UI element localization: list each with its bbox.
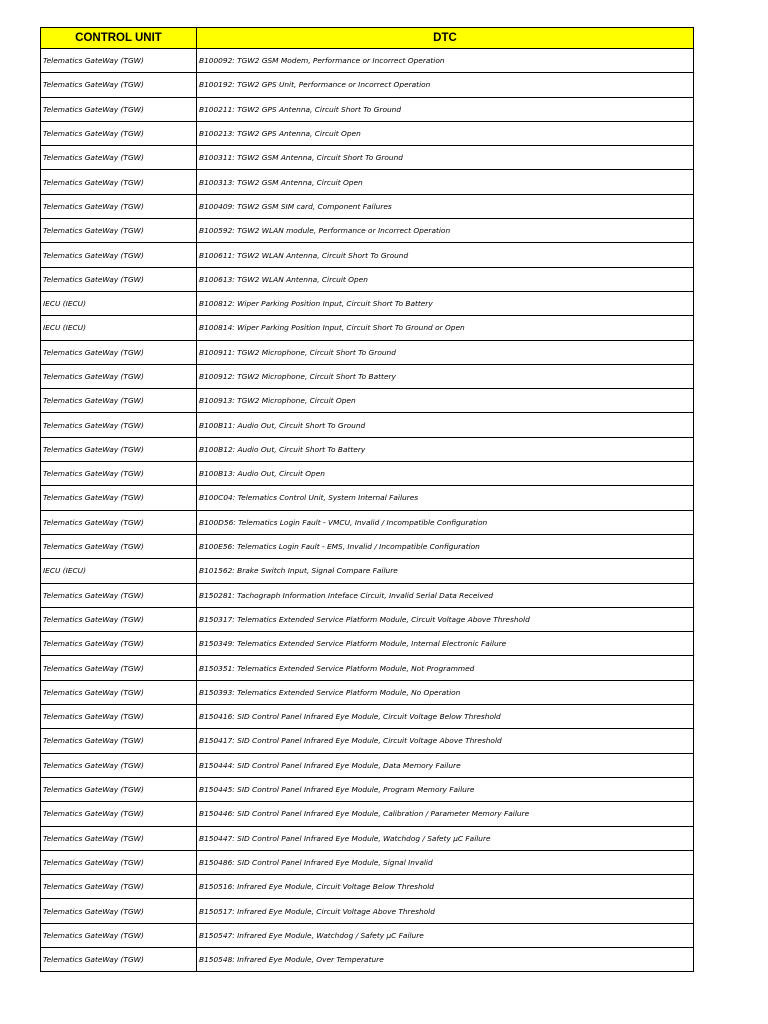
control-unit-cell: Telematics GateWay (TGW) — [41, 534, 197, 558]
dtc-cell: B100B12: Audio Out, Circuit Short To Battery — [197, 437, 694, 461]
table-body — [41, 49, 694, 972]
table-row — [41, 389, 694, 413]
dtc-cell: B150349: Telematics Extended Service Platform Module, Internal Electronic Failure — [197, 632, 694, 656]
control-unit-cell: Telematics GateWay (TGW) — [41, 486, 197, 510]
dtc-cell: B100409: TGW2 GSM SIM card, Component Failures — [197, 194, 694, 218]
spreadsheet-page — [40, 27, 693, 972]
table-row — [41, 146, 694, 170]
dtc-cell: B150445: SID Control Panel Infrared Eye Module, Program Memory Failure — [197, 777, 694, 801]
dtc-cell: B100213: TGW2 GPS Antenna, Circuit Open — [197, 121, 694, 145]
table-row — [41, 753, 694, 777]
dtc-cell: B150393: Telematics Extended Service Platform Module, No Operation — [197, 680, 694, 704]
control-unit-cell: Telematics GateWay (TGW) — [41, 49, 197, 73]
control-unit-cell: Telematics GateWay (TGW) — [41, 121, 197, 145]
control-unit-cell: Telematics GateWay (TGW) — [41, 97, 197, 121]
column-header-dtc: DTC — [197, 28, 694, 49]
table-row — [41, 413, 694, 437]
table-row — [41, 462, 694, 486]
dtc-cell: B150417: SID Control Panel Infrared Eye Module, Circuit Voltage Above Threshold — [197, 729, 694, 753]
dtc-cell: B150317: Telematics Extended Service Platform Module, Circuit Voltage Above Threshold — [197, 607, 694, 631]
control-unit-cell: Telematics GateWay (TGW) — [41, 947, 197, 971]
table-row — [41, 534, 694, 558]
table-row — [41, 826, 694, 850]
table-row — [41, 170, 694, 194]
dtc-cell: B150517: Infrared Eye Module, Circuit Voltage Above Threshold — [197, 899, 694, 923]
table-row — [41, 656, 694, 680]
control-unit-cell: IECU (IECU) — [41, 559, 197, 583]
table-row — [41, 340, 694, 364]
dtc-cell: B100311: TGW2 GSM Antenna, Circuit Short To Ground — [197, 146, 694, 170]
control-unit-cell: Telematics GateWay (TGW) — [41, 389, 197, 413]
dtc-cell: B100313: TGW2 GSM Antenna, Circuit Open — [197, 170, 694, 194]
control-unit-cell: Telematics GateWay (TGW) — [41, 607, 197, 631]
dtc-cell: B100592: TGW2 WLAN module, Performance or Incorrect Operation — [197, 219, 694, 243]
control-unit-cell: IECU (IECU) — [41, 316, 197, 340]
control-unit-cell: Telematics GateWay (TGW) — [41, 777, 197, 801]
control-unit-cell: Telematics GateWay (TGW) — [41, 510, 197, 534]
dtc-cell: B100211: TGW2 GPS Antenna, Circuit Short To Ground — [197, 97, 694, 121]
column-header-control-unit: CONTROL UNIT — [41, 28, 197, 49]
control-unit-cell: Telematics GateWay (TGW) — [41, 632, 197, 656]
dtc-cell: B100092: TGW2 GSM Modem, Performance or Incorrect Operation — [197, 49, 694, 73]
table-row — [41, 437, 694, 461]
control-unit-cell: Telematics GateWay (TGW) — [41, 705, 197, 729]
dtc-cell: B100E56: Telematics Login Fault - EMS, Invalid / Incompatible Configuration — [197, 534, 694, 558]
control-unit-cell: Telematics GateWay (TGW) — [41, 73, 197, 97]
dtc-cell: B100192: TGW2 GPS Unit, Performance or Incorrect Operation — [197, 73, 694, 97]
control-unit-cell: Telematics GateWay (TGW) — [41, 170, 197, 194]
dtc-cell: B100812: Wiper Parking Position Input, Circuit Short To Battery — [197, 291, 694, 315]
table-row — [41, 875, 694, 899]
header-row — [41, 28, 694, 49]
dtc-cell: B150446: SID Control Panel Infrared Eye Module, Calibration / Parameter Memory Failure — [197, 802, 694, 826]
table-row — [41, 947, 694, 971]
table-row — [41, 243, 694, 267]
dtc-cell: B100911: TGW2 Microphone, Circuit Short To Ground — [197, 340, 694, 364]
table-row — [41, 583, 694, 607]
dtc-table — [40, 27, 694, 972]
dtc-cell: B150416: SID Control Panel Infrared Eye Module, Circuit Voltage Below Threshold — [197, 705, 694, 729]
dtc-cell: B150444: SID Control Panel Infrared Eye Module, Data Memory Failure — [197, 753, 694, 777]
dtc-cell: B150547: Infrared Eye Module, Watchdog / Safety µC Failure — [197, 923, 694, 947]
control-unit-cell: Telematics GateWay (TGW) — [41, 875, 197, 899]
dtc-cell: B100814: Wiper Parking Position Input, Circuit Short To Ground or Open — [197, 316, 694, 340]
table-row — [41, 559, 694, 583]
dtc-cell: B100B11: Audio Out, Circuit Short To Ground — [197, 413, 694, 437]
control-unit-cell: Telematics GateWay (TGW) — [41, 267, 197, 291]
control-unit-cell: Telematics GateWay (TGW) — [41, 583, 197, 607]
dtc-cell: B100D56: Telematics Login Fault - VMCU, Invalid / Incompatible Configuration — [197, 510, 694, 534]
dtc-cell: B150548: Infrared Eye Module, Over Temperature — [197, 947, 694, 971]
table-row — [41, 607, 694, 631]
control-unit-cell: Telematics GateWay (TGW) — [41, 753, 197, 777]
table-row — [41, 267, 694, 291]
control-unit-cell: Telematics GateWay (TGW) — [41, 656, 197, 680]
control-unit-cell: Telematics GateWay (TGW) — [41, 680, 197, 704]
table-row — [41, 923, 694, 947]
dtc-cell: B150486: SID Control Panel Infrared Eye Module, Signal Invalid — [197, 850, 694, 874]
table-row — [41, 802, 694, 826]
dtc-cell: B100913: TGW2 Microphone, Circuit Open — [197, 389, 694, 413]
table-row — [41, 729, 694, 753]
control-unit-cell: Telematics GateWay (TGW) — [41, 243, 197, 267]
control-unit-cell: IECU (IECU) — [41, 291, 197, 315]
control-unit-cell: Telematics GateWay (TGW) — [41, 923, 197, 947]
table-row — [41, 486, 694, 510]
control-unit-cell: Telematics GateWay (TGW) — [41, 462, 197, 486]
table-row — [41, 850, 694, 874]
table-row — [41, 121, 694, 145]
dtc-cell: B150351: Telematics Extended Service Platform Module, Not Programmed — [197, 656, 694, 680]
dtc-cell: B100613: TGW2 WLAN Antenna, Circuit Open — [197, 267, 694, 291]
dtc-cell: B100C04: Telematics Control Unit, System Internal Failures — [197, 486, 694, 510]
dtc-cell: B150281: Tachograph Information Inteface Circuit, Invalid Serial Data Received — [197, 583, 694, 607]
table-row — [41, 632, 694, 656]
dtc-cell: B101562: Brake Switch Input, Signal Compare Failure — [197, 559, 694, 583]
table-row — [41, 680, 694, 704]
control-unit-cell: Telematics GateWay (TGW) — [41, 219, 197, 243]
table-row — [41, 291, 694, 315]
table-row — [41, 49, 694, 73]
control-unit-cell: Telematics GateWay (TGW) — [41, 729, 197, 753]
table-row — [41, 219, 694, 243]
table-row — [41, 705, 694, 729]
control-unit-cell: Telematics GateWay (TGW) — [41, 364, 197, 388]
table-row — [41, 97, 694, 121]
control-unit-cell: Telematics GateWay (TGW) — [41, 413, 197, 437]
dtc-cell: B100611: TGW2 WLAN Antenna, Circuit Short To Ground — [197, 243, 694, 267]
dtc-cell: B100B13: Audio Out, Circuit Open — [197, 462, 694, 486]
table-row — [41, 194, 694, 218]
table-row — [41, 777, 694, 801]
table-row — [41, 364, 694, 388]
control-unit-cell: Telematics GateWay (TGW) — [41, 899, 197, 923]
dtc-cell: B150447: SID Control Panel Infrared Eye Module, Watchdog / Safety µC Failure — [197, 826, 694, 850]
control-unit-cell: Telematics GateWay (TGW) — [41, 437, 197, 461]
control-unit-cell: Telematics GateWay (TGW) — [41, 850, 197, 874]
dtc-cell: B150516: Infrared Eye Module, Circuit Voltage Below Threshold — [197, 875, 694, 899]
control-unit-cell: Telematics GateWay (TGW) — [41, 340, 197, 364]
control-unit-cell: Telematics GateWay (TGW) — [41, 802, 197, 826]
table-row — [41, 316, 694, 340]
control-unit-cell: Telematics GateWay (TGW) — [41, 826, 197, 850]
dtc-cell: B100912: TGW2 Microphone, Circuit Short To Battery — [197, 364, 694, 388]
control-unit-cell: Telematics GateWay (TGW) — [41, 146, 197, 170]
table-row — [41, 510, 694, 534]
control-unit-cell: Telematics GateWay (TGW) — [41, 194, 197, 218]
table-row — [41, 73, 694, 97]
table-row — [41, 899, 694, 923]
